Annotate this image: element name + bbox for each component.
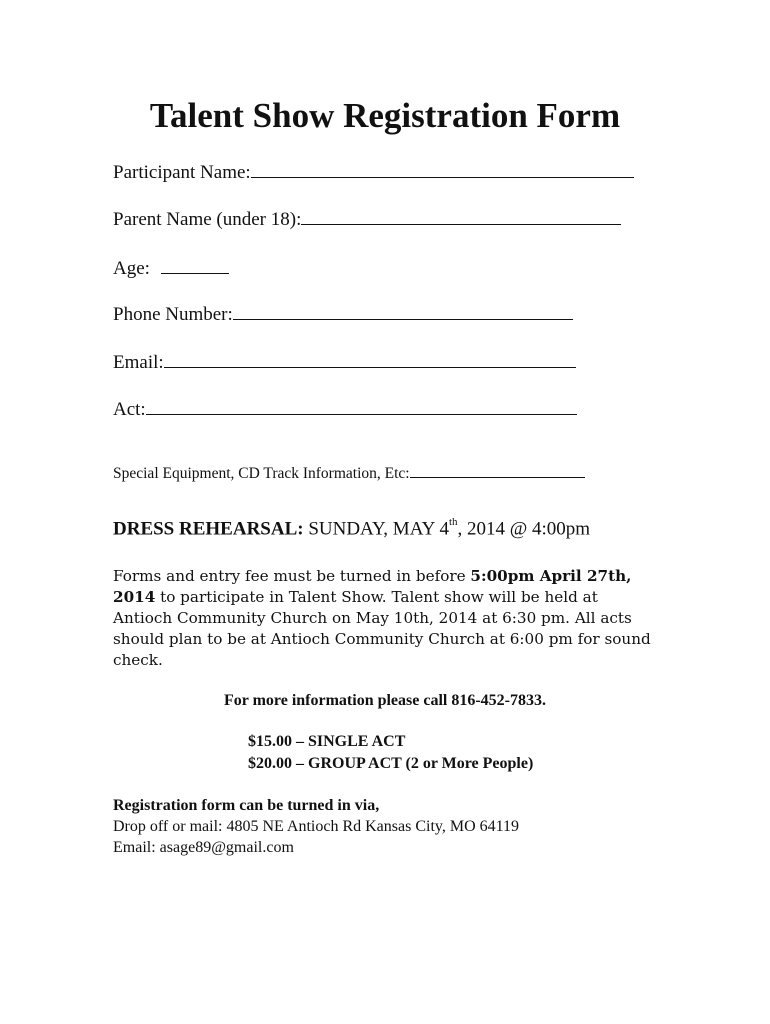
phone-number-row [113, 302, 573, 327]
act-label: Act: [113, 399, 146, 420]
act-row [113, 397, 577, 422]
parent-name-line[interactable] [301, 207, 621, 225]
instructions-paragraph [113, 566, 653, 671]
submission-heading: Registration form can be turned in via, [113, 797, 380, 814]
email-line[interactable] [164, 350, 576, 368]
more-info-line: For more information please call 816-452-7833. [223, 692, 547, 709]
form-title: Talent Show Registration Form [149, 96, 621, 135]
special-equipment-row [113, 463, 585, 484]
phone-number-line[interactable] [233, 302, 573, 320]
fee-single-act: $15.00 – SINGLE ACT [248, 733, 406, 750]
parent-name-row [113, 207, 621, 232]
instructions-deadline: 5:00pm April 27th, 2014 [113, 567, 632, 606]
submission-email: Email: asage89@gmail.com [113, 839, 294, 856]
age-row [113, 256, 229, 281]
special-equipment-label: Special Equipment, CD Track Information, Etc: [113, 465, 410, 482]
participant-name-label: Participant Name: [113, 162, 251, 183]
phone-number-label: Phone Number: [113, 304, 233, 325]
age-label: Age: [113, 258, 155, 279]
participant-name-row [113, 160, 634, 185]
email-row [113, 350, 576, 375]
age-line[interactable] [161, 256, 229, 274]
parent-name-label: Parent Name (under 18): [113, 209, 302, 230]
dress-rehearsal-label: DRESS REHEARSAL: [113, 518, 304, 540]
dress-rehearsal-date: SUNDAY, MAY 4 [303, 518, 449, 540]
dress-rehearsal-time: , 2014 @ 4:00pm [457, 518, 591, 540]
special-equipment-line[interactable] [410, 463, 585, 478]
fee-group-act: $20.00 – GROUP ACT (2 or More People) [248, 755, 534, 772]
dress-rehearsal-date-suffix: th [448, 516, 458, 528]
dress-rehearsal [113, 511, 590, 542]
instructions-text-1: Forms and entry fee must be turned in before [113, 567, 471, 585]
submission-dropoff: Drop off or mail: 4805 NE Antioch Rd Kansas City, MO 64119 [113, 818, 520, 835]
act-line[interactable] [146, 397, 577, 415]
email-label: Email: [113, 352, 164, 373]
instructions-text-2: to participate in Talent Show. Talent show will be held at Antioch Community Church on May 10th, 2014 at 6:30 pm. All acts should plan to be at Antioch Community Church at 6:00 pm for sound check. [113, 588, 651, 669]
participant-name-line[interactable] [251, 160, 634, 178]
